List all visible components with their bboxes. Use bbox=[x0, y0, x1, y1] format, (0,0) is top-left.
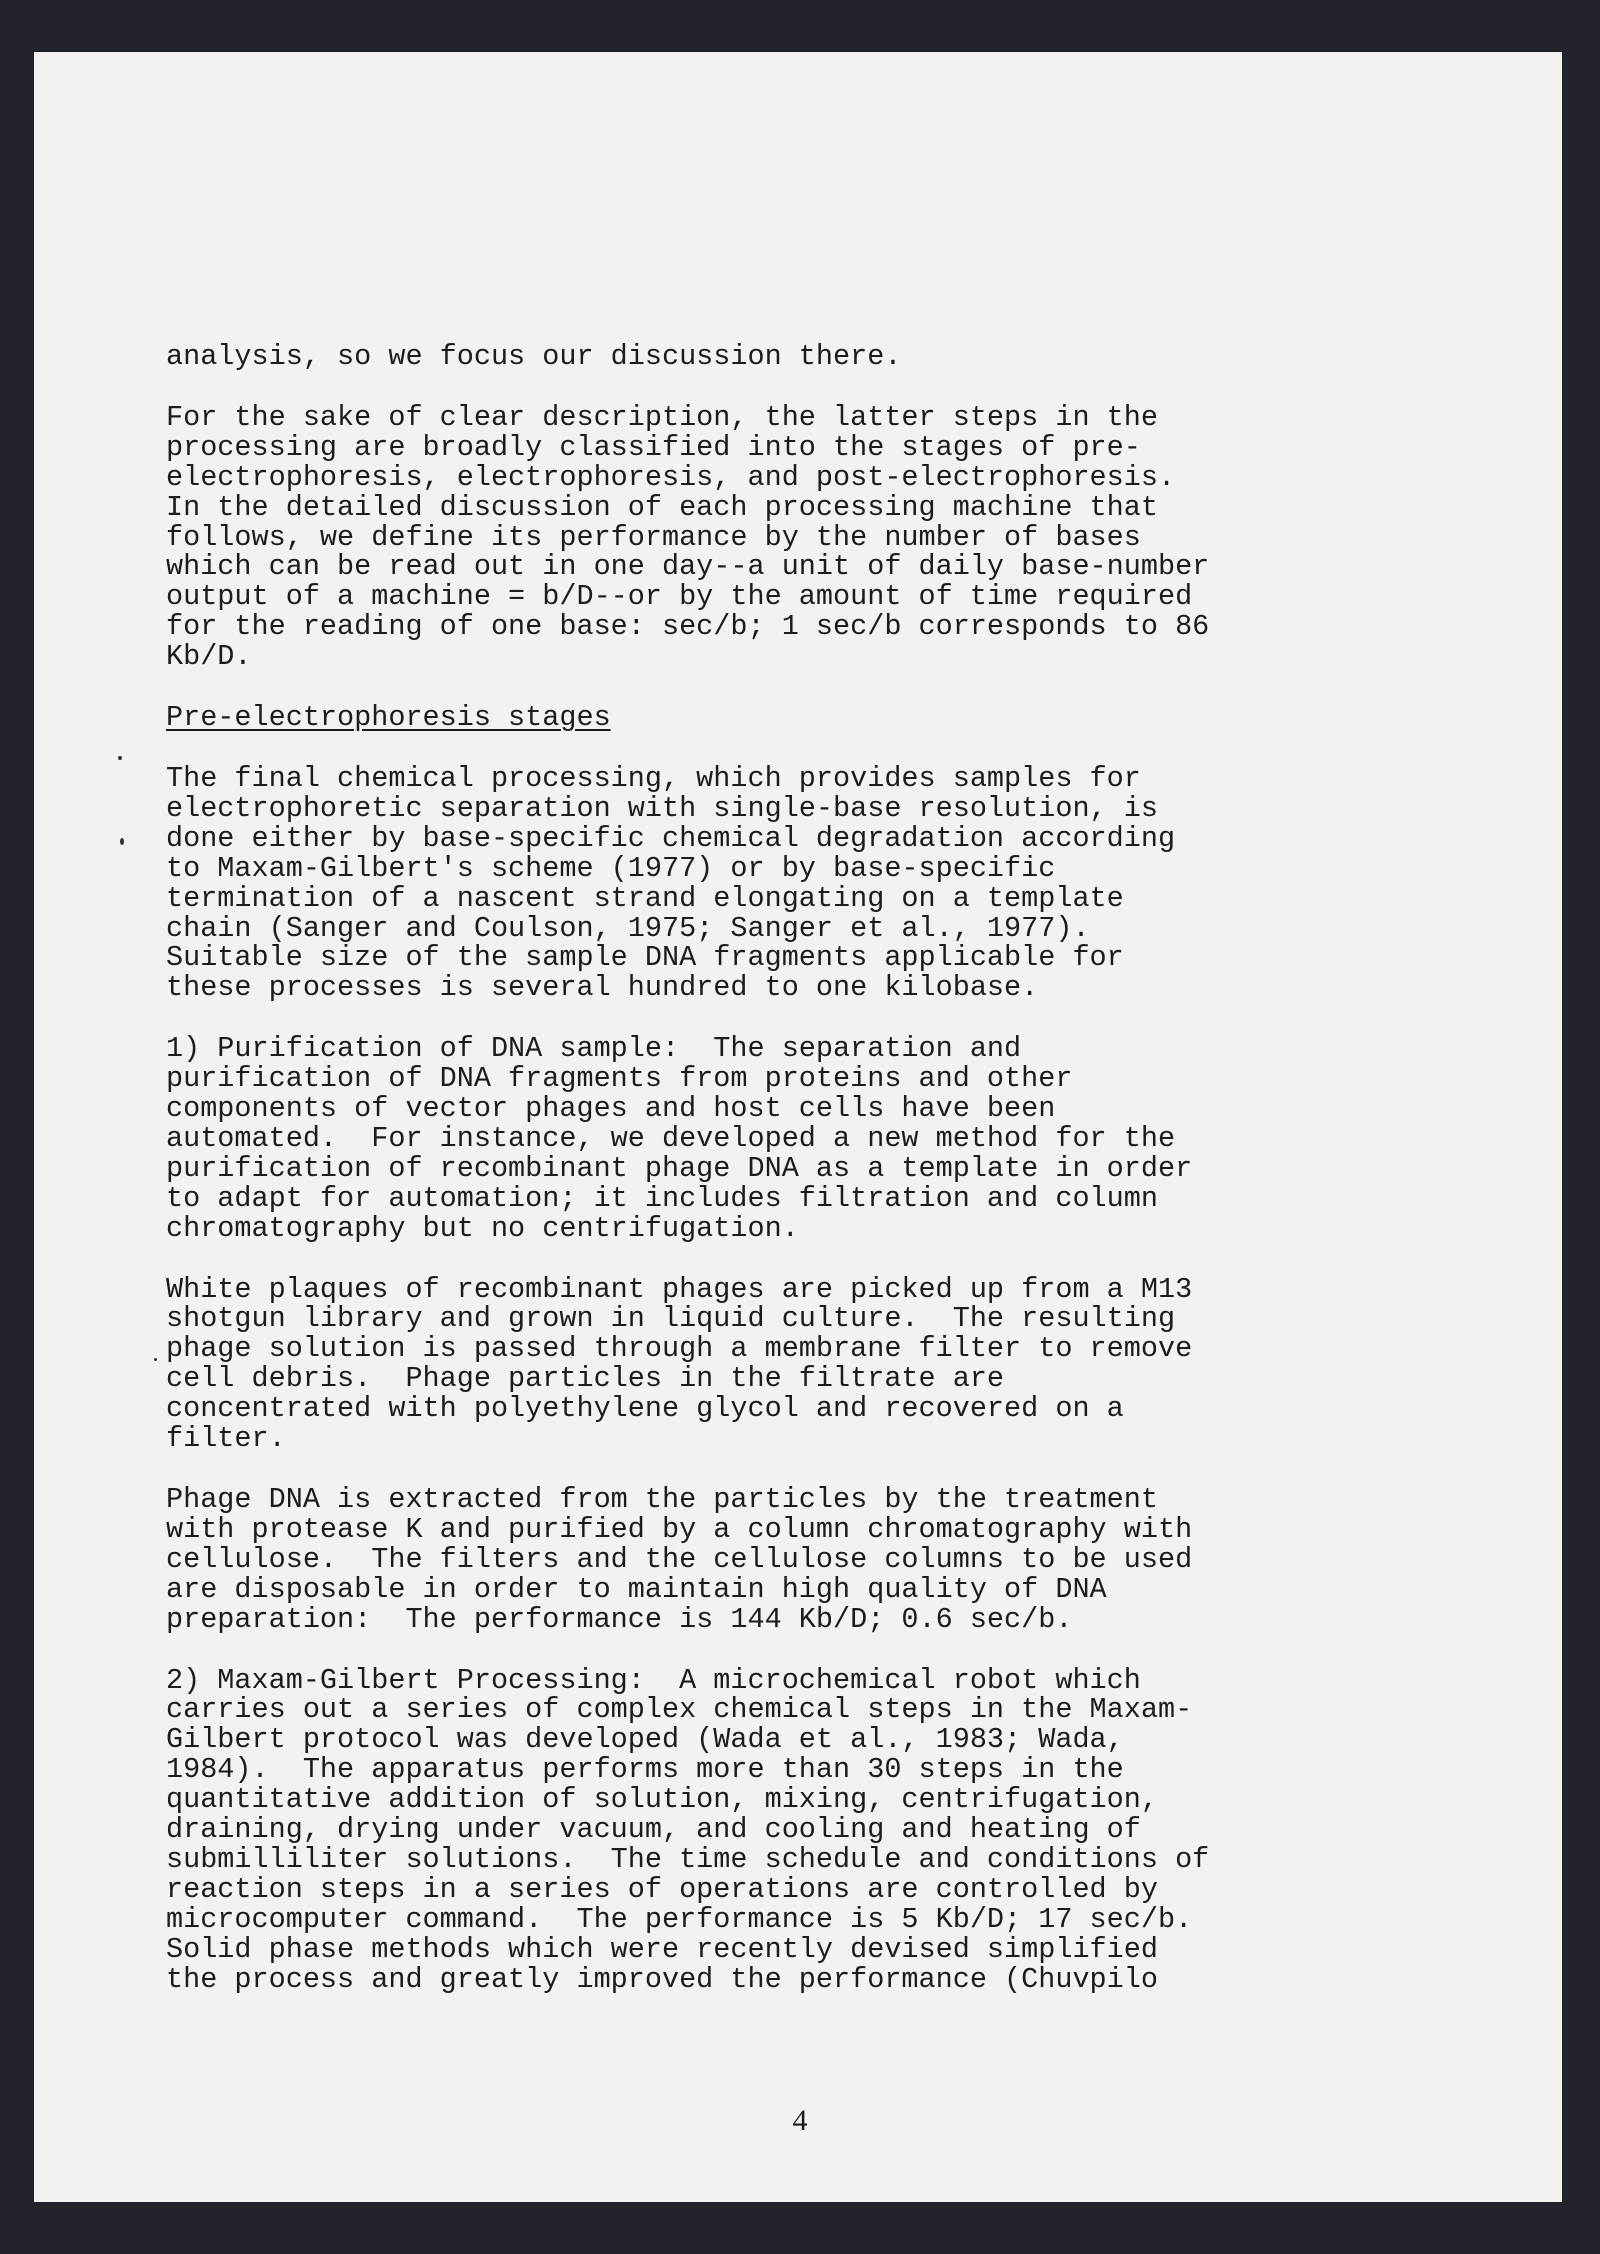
margin-mark bbox=[118, 756, 122, 760]
paragraph: The final chemical processing, which provides samples for electrophoretic separation with single-base resolution, is done either by base-specific chemical degradation according to Maxam-Gilbert's scheme (1977) or by base-specific termination of a nascent strand elongating on a template chain (Sanger and Coulson, 1975; Sanger et al., 1977). Suitable size of the sample DNA fragments applicable for these processes is several hundred to one kilobase. bbox=[166, 761, 1176, 1005]
paragraph: 2) Maxam-Gilbert Processing: A microchemical robot which carries out a series of complex chemical steps in the Maxam- Gilbert protocol was developed (Wada et al., 1983; Wada, 1984). The apparatus performs more than 30 steps in the quantitative addition of solution, mixing, centrifugation, draining, drying under vacuum, and cooling and heating of submilliliter solutions. The time schedule and conditions of reaction steps in a series of operations are controlled by microcomputer command. The performance is 5 Kb/D; 17 sec/b. Solid phase methods which were recently devised simplified the process and greatly improved the performance (Chuvpilo bbox=[166, 1663, 1210, 1996]
paragraph: analysis, so we focus our discussion there. bbox=[166, 340, 902, 373]
margin-mark bbox=[154, 1358, 157, 1361]
page-number: 4 bbox=[792, 2104, 808, 2137]
paragraph: Phage DNA is extracted from the particles by the treatment with protease K and purified by a column chromatography with cellulose. The filters and the cellulose columns to be used are disposable in order to maintain high quality of DNA preparation: The performance is 144 Kb/D; 0.6 sec/b. bbox=[166, 1483, 1193, 1636]
section-heading: Pre-electrophoresis stages bbox=[166, 701, 611, 735]
paragraph: For the sake of clear description, the latter steps in the processing are broadly classified into the stages of pre- electrophoresis, electrophoresis, and post-electrophoresis. In the detailed discussion of each processing machine that follows, we define its performance by the number of bases which can be read out in one day--a unit of daily base-number output of a machine = b/D--or by the amount of time required for the reading of one base: sec/b; 1 sec/b corresponds to 86 Kb/D. bbox=[166, 400, 1210, 674]
paragraph: White plaques of recombinant phages are picked up from a M13 shotgun library and grown in liquid culture. The resulting phage solution is passed through a membrane filter to remove cell debris. Phage particles in the filtrate are concentrated with polyethylene glycol and recovered on a filter. bbox=[166, 1272, 1193, 1456]
margin-mark bbox=[120, 838, 124, 845]
paragraph: 1) Purification of DNA sample: The separation and purification of DNA fragments from proteins and other components of vector phages and host cells have been automated. For instance, we developed a new method for the purification of recombinant phage DNA as a template in order to adapt for automation; it includes filtration and column chromatography but no centrifugation. bbox=[166, 1032, 1193, 1245]
document-body bbox=[166, 342, 1346, 2026]
